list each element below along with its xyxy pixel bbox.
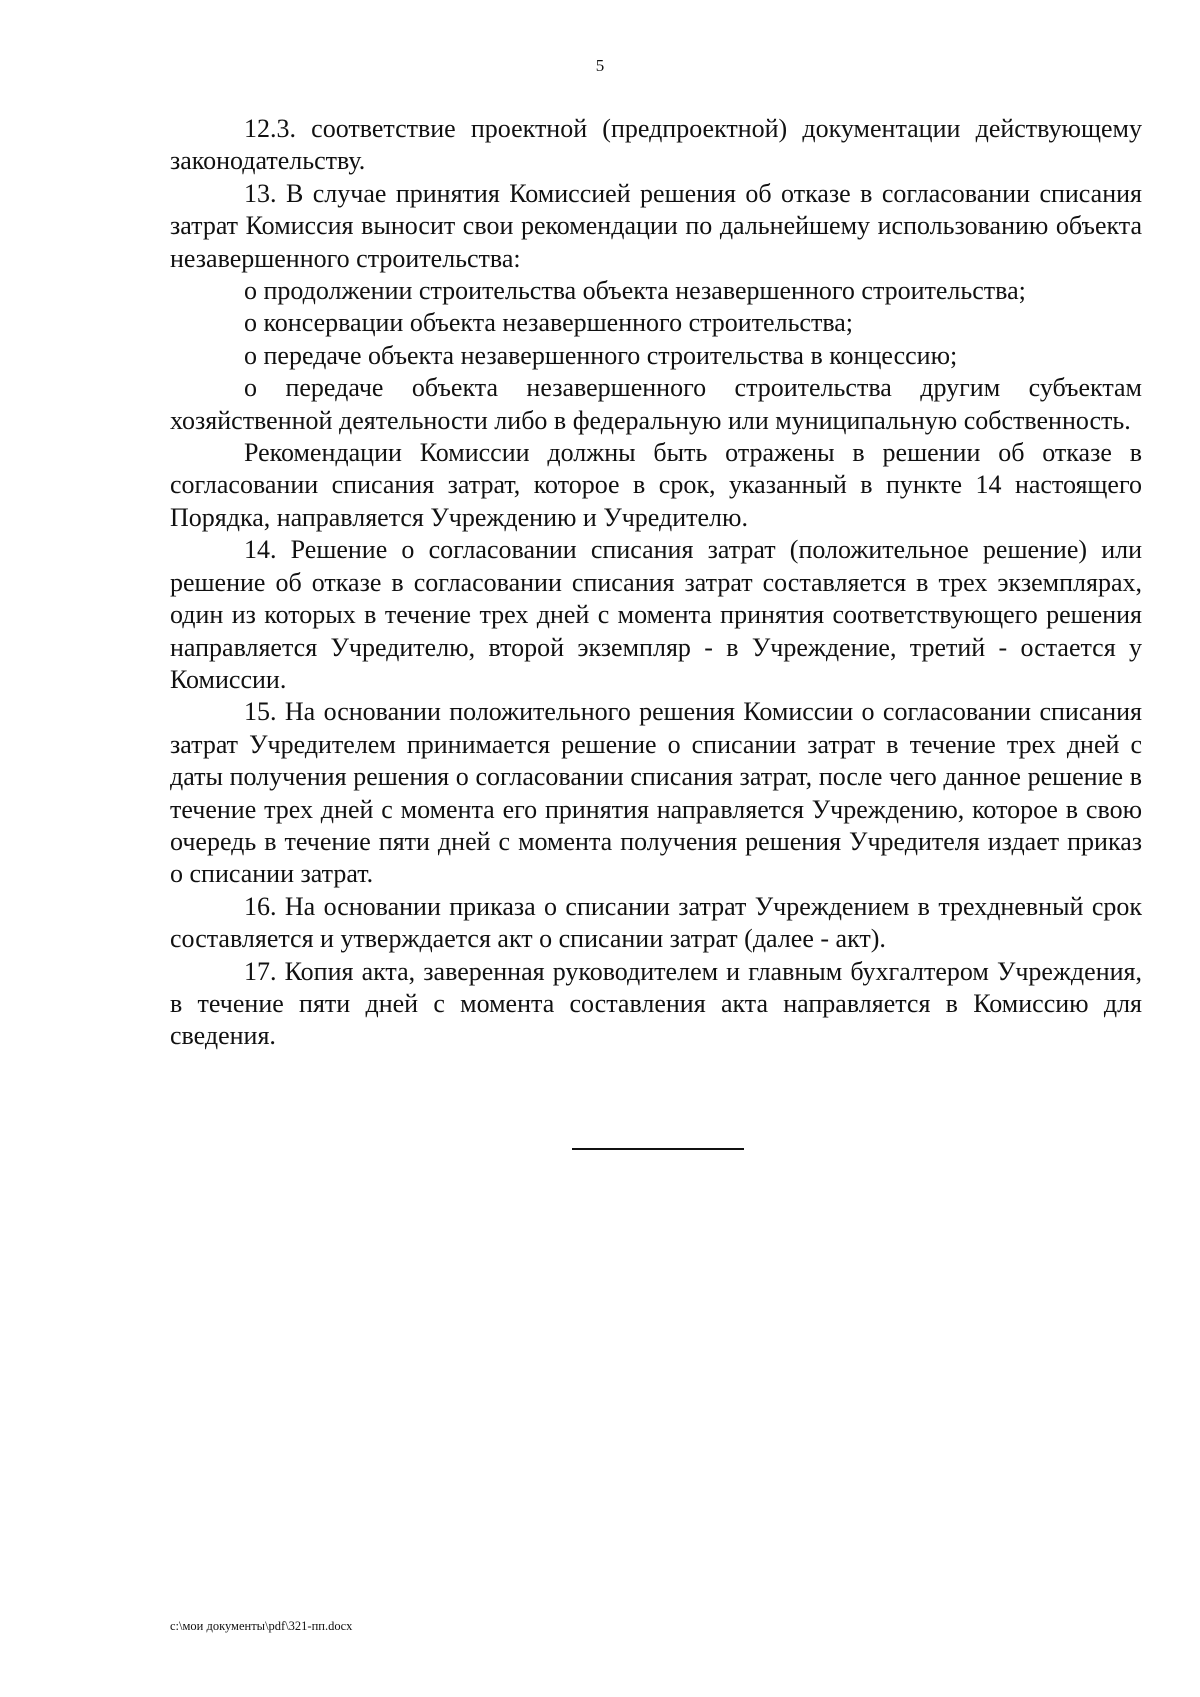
paragraph-13-option-conserve: о консервации объекта незавершенного строительства; [244,308,854,338]
end-of-document-rule [572,1148,744,1150]
page-number: 5 [595,56,605,75]
document-body [170,113,1142,1053]
paragraph-13-option-continue: о продолжении строительства объекта незавершенного строительства; [244,276,1026,306]
paragraph-13-option-concession: о передаче объекта незавершенного строительства в концессию; [244,340,958,370]
paragraph-13-recommendations: Рекомендации Комиссии должны быть отражены в решении об отказе в согласовании списания затрат, которое в срок, указанный в пункте 14 настоящего Порядка, направляется Учреждению и Учредителю. [170,438,1142,532]
paragraph-13-option-transfer: о передаче объекта незавершенного строительства другим субъектам хозяйственной деятельности либо в федеральную или муниципальную собственность. [170,373,1142,435]
paragraph-16: 16. На основании приказа о списании затрат Учреждением в трехдневный срок составляется и утверждается акт о списании затрат (далее - акт). [170,891,1142,954]
footer-file-path: c:\мои документы\pdf\321-пп.docx [170,1619,353,1633]
paragraph-12-3: 12.3. соответствие проектной (предпроектной) документации действующему законодательству. [170,114,1142,176]
paragraph-17: 17. Копия акта, заверенная руководителем и главным бухгалтером Учреждения, в течение пяти дней с момента составления акта направляется в Комиссию для сведения. [170,956,1142,1051]
paragraph-14: 14. Решение о согласовании списания затрат (положительное решение) или решение об отказе в согласовании списания затрат составляется в трех экземплярах, один из которых в течение трех дней с момента принятия соответствующего решения направляется Учредителю, второй экземпляр - в Учреждение, третий - остается у Комиссии. [170,535,1142,694]
paragraph-15: 15. На основании положительного решения Комиссии о согласовании списания затрат Учредителем принимается решение о списании затрат в течение трех дней с даты получения решения о согласовании списания затрат, после чего данное решение в течение трех дней с момента его принятия направляется Учреждению, которое в свою очередь в течение пяти дней с момента получения решения Учредителя издает приказ о списании затрат. [170,697,1142,889]
paragraph-13: 13. В случае принятия Комиссией решения об отказе в согласовании списания затрат Комиссия выносит свои рекомендации по дальнейшему использованию объекта незавершенного строительства: [170,178,1142,273]
